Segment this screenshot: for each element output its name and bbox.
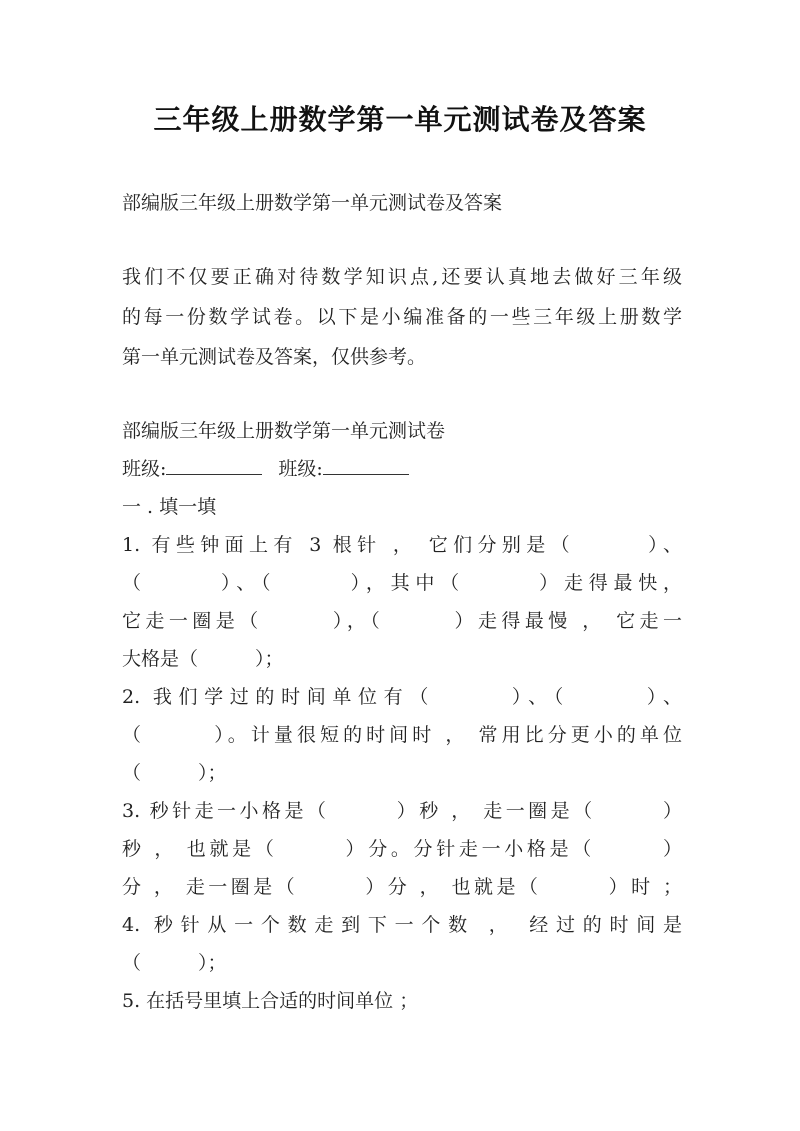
q1-line-2: （ ）、（ ），其中（ ）走得最快， — [122, 572, 682, 594]
class-blank-1[interactable] — [166, 456, 262, 475]
subtitle: 部编版三年级上册数学第一单元测试卷及答案 — [122, 192, 503, 214]
section-heading-1: 一 . 填一填 — [122, 496, 217, 518]
q3-line-3: 分 ， 走一圈是（ ）分 ， 也就是（ ）时 ； — [122, 876, 682, 898]
q5-line-1: 5. 在括号里填上合适的时间单位 ； — [122, 990, 419, 1012]
q1-line-4: 大格是（ ）； — [122, 648, 284, 670]
intro-line-1: 我们不仅要正确对待数学知识点,还要认真地去做好三年级 — [122, 266, 682, 288]
q2-line-1: 2. 我们学过的时间单位有（ ）、（ ）、 — [122, 686, 682, 708]
class-label: 班级: — [122, 458, 167, 480]
test-title: 部编版三年级上册数学第一单元测试卷 — [122, 420, 446, 442]
q1-line-1: 1. 有些钟面上有 3 根针 ， 它们分别是（ ）、 — [122, 534, 682, 556]
q1-line-3: 它走一圈是（ ），（ ）走得最慢 ， 它走一 — [122, 610, 682, 632]
intro-line-3: 第一单元测试卷及答案，仅供参考。 — [122, 346, 427, 368]
class-blank-2[interactable] — [323, 456, 409, 475]
intro-line-2: 的每一份数学试卷。以下是小编准备的一些三年级上册数学 — [122, 306, 682, 328]
q3-line-1: 3. 秒针走一小格是（ ）秒 ， 走一圈是（ ） — [122, 800, 682, 822]
class-label-2: 班级: — [278, 458, 323, 480]
q3-line-2: 秒 ， 也就是（ ）分。分针走一小格是（ ） — [122, 838, 682, 860]
q4-line-2: （ ）； — [122, 952, 227, 974]
q2-line-2: （ ）。计量很短的时间时 ， 常用比分更小的单位 — [122, 724, 682, 746]
q2-line-3: （ ）； — [122, 762, 227, 784]
q4-line-1: 4. 秒针从一个数走到下一个数 ， 经过的时间是 — [122, 914, 682, 936]
page-title: 三年级上册数学第一单元测试卷及答案 — [153, 103, 647, 136]
class-fields-row — [122, 456, 682, 482]
